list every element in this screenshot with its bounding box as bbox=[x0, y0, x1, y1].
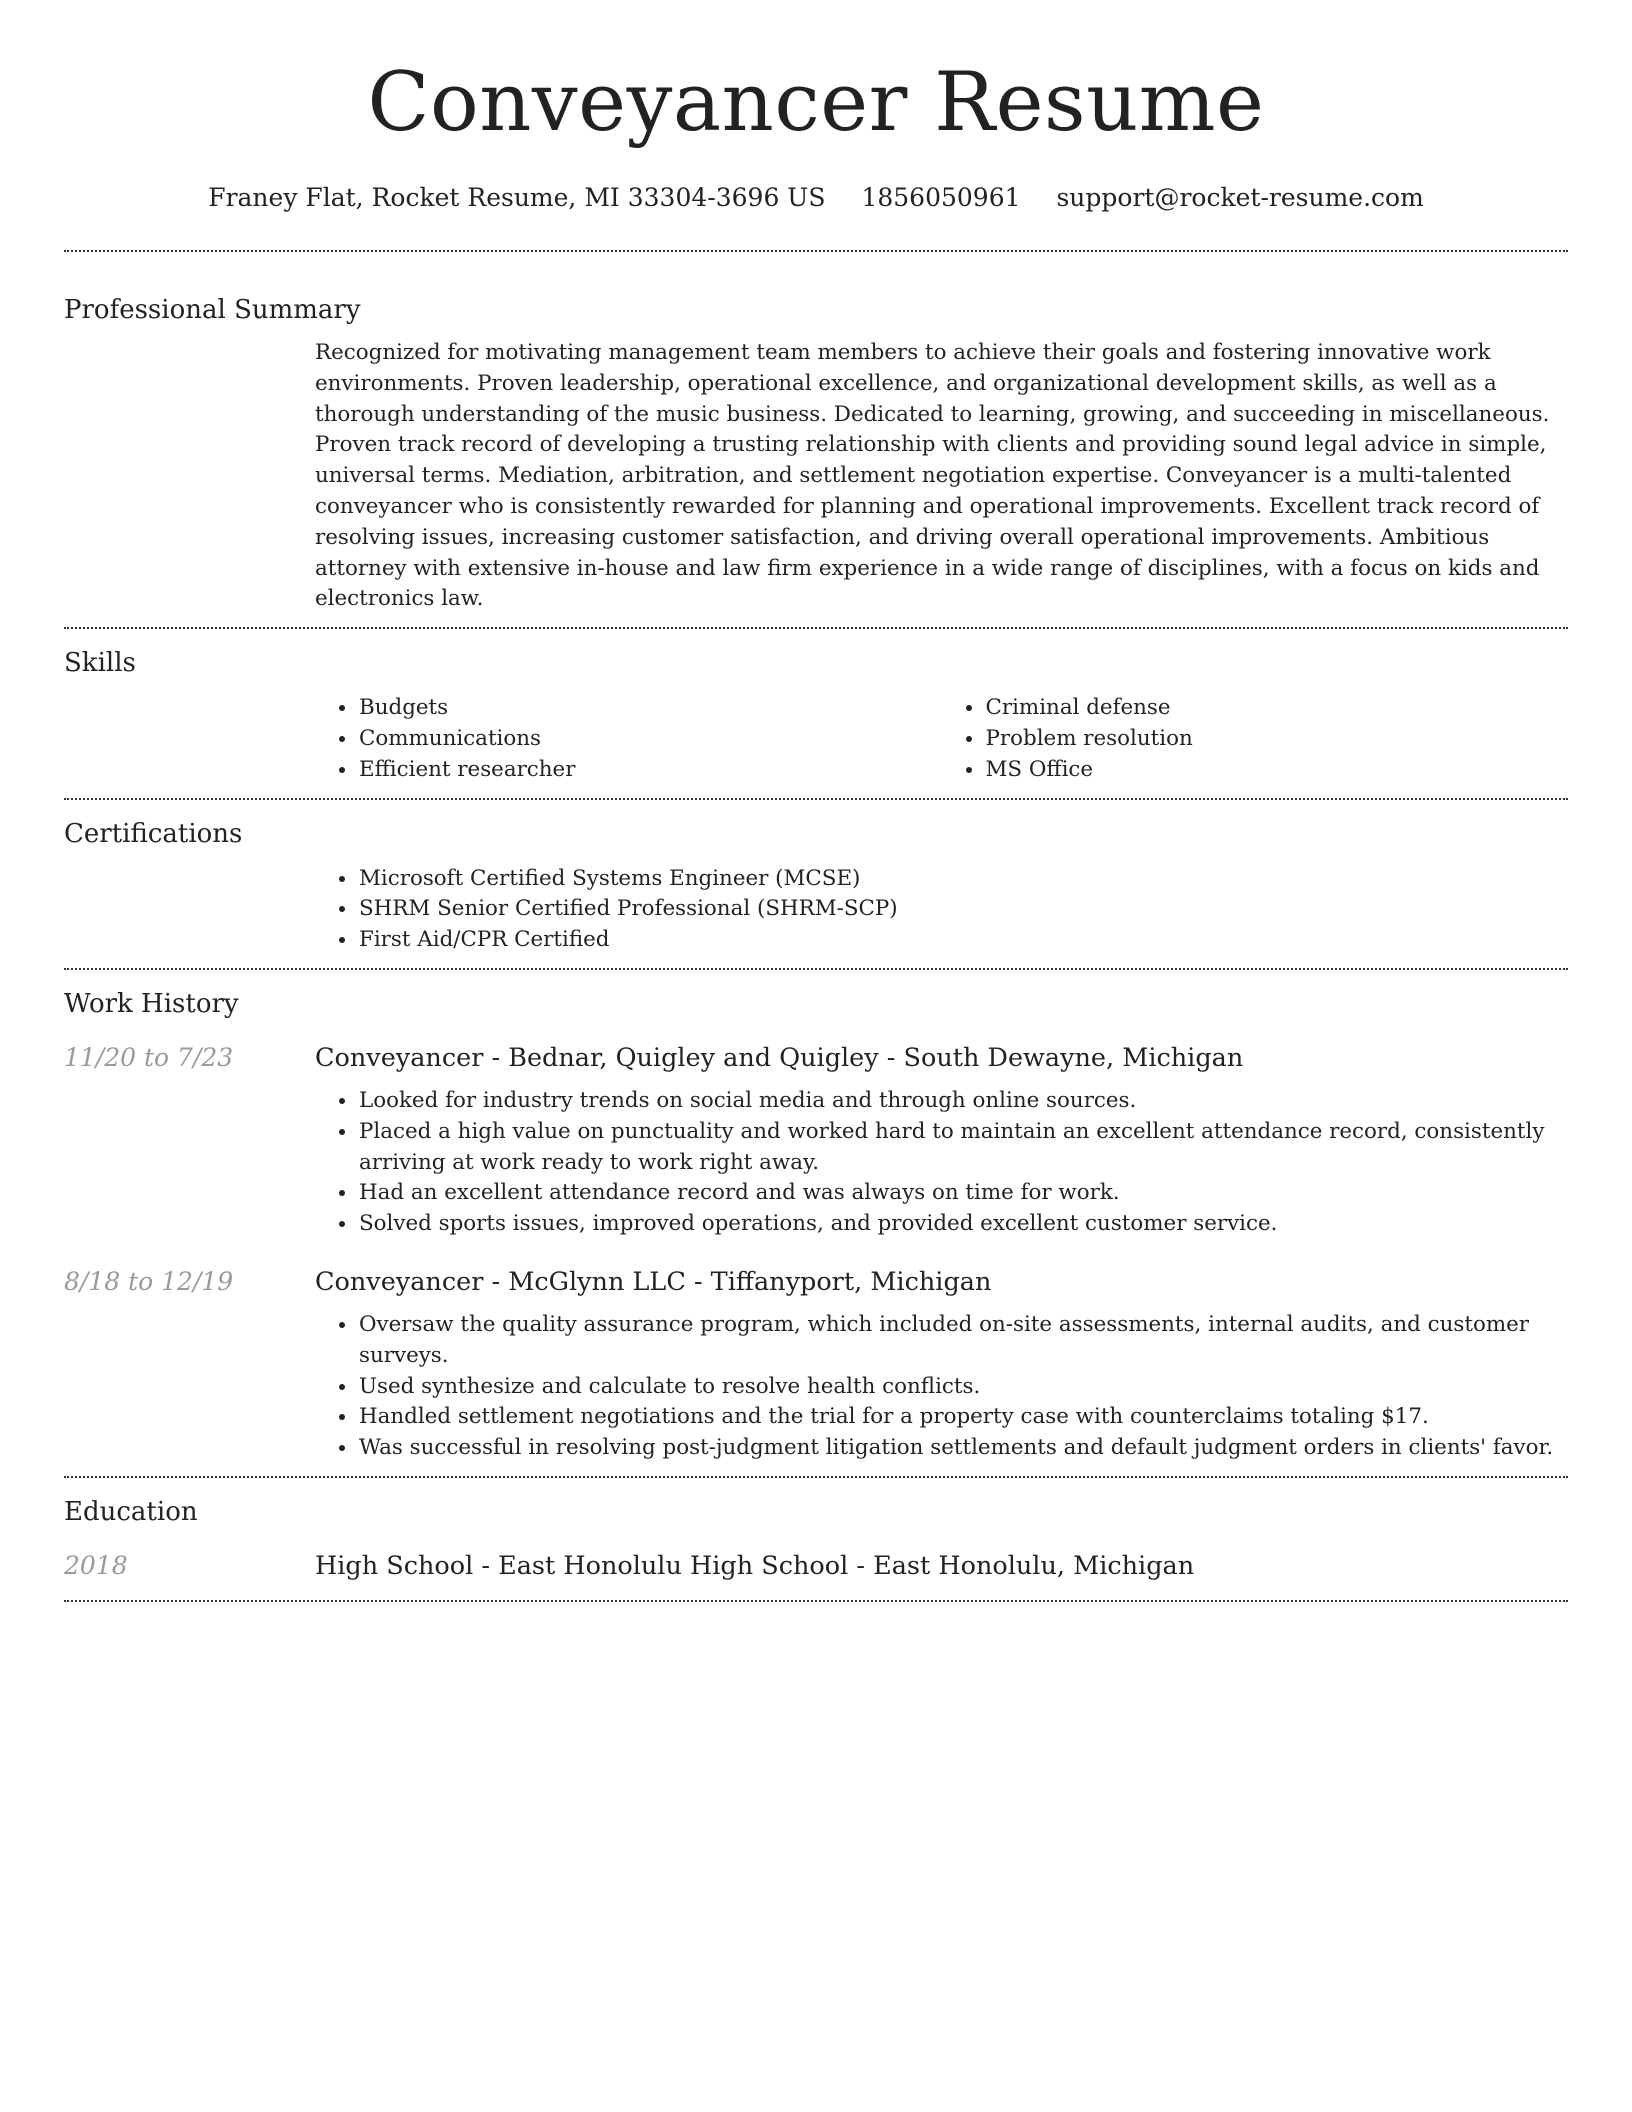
contact-address: Franey Flat, Rocket Resume, MI 33304-3696 US bbox=[208, 183, 826, 212]
skill-item: • Criminal defense bbox=[985, 693, 1569, 724]
job-title: Conveyancer - Bednar, Quigley and Quigley - South Dewayne, Michigan bbox=[315, 1042, 1244, 1073]
job-bullet: • Solved sports issues, improved operations, and provided excellent customer service. bbox=[358, 1209, 1568, 1240]
summary-section bbox=[64, 252, 1568, 627]
work-history-section bbox=[64, 970, 1568, 1476]
education-entry bbox=[64, 1546, 1568, 1600]
section-title-skills: Skills bbox=[64, 648, 136, 679]
certification-item: • First Aid/CPR Certified bbox=[358, 925, 1568, 956]
contact-email: support@rocket-resume.com bbox=[1056, 183, 1424, 212]
skill-item: • Problem resolution bbox=[985, 724, 1569, 755]
education-title: High School - East Honolulu High School - East Honolulu, Michigan bbox=[315, 1550, 1195, 1581]
contact-line bbox=[64, 178, 1568, 218]
job-body bbox=[315, 1038, 1568, 1240]
job-bullets bbox=[315, 1086, 1568, 1240]
education-section bbox=[64, 1478, 1568, 1600]
certifications-list-wrap bbox=[315, 864, 1568, 968]
resume-title: Conveyancer Resume bbox=[367, 56, 1265, 150]
job-bullet: • Looked for industry trends on social media and through online sources. bbox=[358, 1086, 1568, 1117]
job-bullets bbox=[315, 1310, 1568, 1464]
skill-item: • Budgets bbox=[358, 693, 942, 724]
skills-columns bbox=[315, 693, 1568, 797]
job-bullet: • Oversaw the quality assurance program, which included on-site assessments, internal audits, and customer surveys. bbox=[358, 1310, 1568, 1372]
job-dates: 8/18 to 12/19 bbox=[64, 1266, 234, 1296]
job-bullet: • Used synthesize and calculate to resolve health conflicts. bbox=[358, 1372, 1568, 1403]
certifications-section bbox=[64, 800, 1568, 968]
skills-list-left bbox=[315, 693, 942, 785]
section-title-education: Education bbox=[64, 1496, 198, 1527]
job-bullet: • Placed a high value on punctuality and worked hard to maintain an excellent attendance record, consistently arriving at work ready to work right away. bbox=[358, 1117, 1568, 1179]
job-dates: 11/20 to 7/23 bbox=[64, 1042, 234, 1072]
contact-phone: 1856050961 bbox=[861, 183, 1021, 212]
section-title-work-history: Work History bbox=[64, 988, 239, 1019]
divider bbox=[64, 1600, 1568, 1602]
certification-item: • SHRM Senior Certified Professional (SHRM-SCP) bbox=[358, 894, 1568, 925]
job-bullet: • Handled settlement negotiations and the trial for a property case with counterclaims totaling $17. bbox=[358, 1402, 1568, 1433]
section-title-certifications: Certifications bbox=[64, 818, 243, 849]
job-body bbox=[315, 1262, 1568, 1464]
job-bullet: • Had an excellent attendance record and was always on time for work. bbox=[358, 1178, 1568, 1209]
skill-item: • Communications bbox=[358, 724, 942, 755]
certifications-list bbox=[315, 864, 1568, 956]
job-entry bbox=[64, 1038, 1568, 1240]
section-title-summary: Professional Summary bbox=[64, 295, 361, 325]
skills-section bbox=[64, 629, 1568, 797]
skill-item: • MS Office bbox=[985, 755, 1569, 786]
summary-text: Recognized for motivating management team members to achieve their goals and fostering innovative work environments. Proven leadership, operational excellence, and organizational development skills, as well as a thorough understanding of the music business. Dedicated to learning, growing, and succeeding in miscellaneous. Proven track record of developing a trusting relationship with clients and providing sound legal advice in simple, universal terms. Mediation, arbitration, and settlement negotiation expertise. Conveyancer is a multi-talented conveyancer who is consistently rewarded for planning and operational improvements. Excellent track record of resolving issues, increasing customer satisfaction, and driving overall operational improvements. Ambitious attorney with extensive in-house and law firm experience in a wide range of disciplines, with a focus on kids and electronics law. bbox=[315, 340, 1550, 612]
job-entry bbox=[64, 1262, 1568, 1464]
education-year: 2018 bbox=[64, 1550, 128, 1580]
job-bullet: • Was successful in resolving post-judgment litigation settlements and default judgment orders in clients' favor. bbox=[358, 1433, 1568, 1464]
job-title: Conveyancer - McGlynn LLC - Tiffanyport, Michigan bbox=[315, 1266, 992, 1297]
skills-list-right bbox=[942, 693, 1569, 785]
certification-item: • Microsoft Certified Systems Engineer (MCSE) bbox=[358, 864, 1568, 895]
skill-item: • Efficient researcher bbox=[358, 755, 942, 786]
